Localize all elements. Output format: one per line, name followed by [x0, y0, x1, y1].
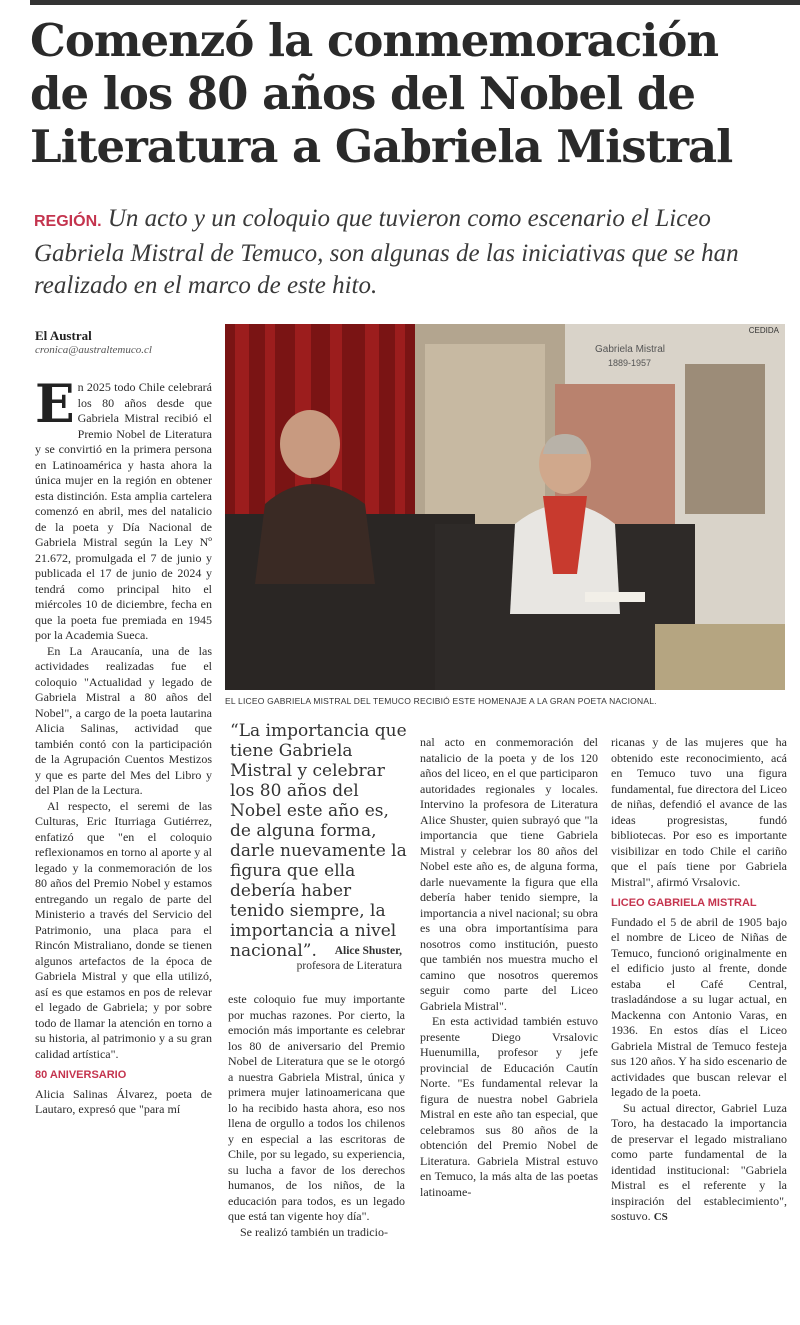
column-2: [228, 992, 405, 1240]
top-rule: [30, 0, 800, 5]
pull-quote-attribution: [230, 944, 402, 974]
column-1: [35, 374, 212, 1118]
photo-credit: CEDIDA: [748, 326, 779, 335]
column-3: [420, 735, 598, 1200]
svg-text:Gabriela Mistral: Gabriela Mistral: [595, 344, 666, 355]
lead-text: Un acto y un coloquio que tuvieron como escenario el Liceo Gabriela Mistral de Temuco, son algunas de las iniciativas que se han realizado en el marco de este hito.: [34, 205, 739, 299]
subhead: LICEO GABRIELA MISTRAL: [611, 897, 757, 909]
paragraph: [611, 1101, 787, 1226]
svg-text:1889-1957: 1889-1957: [608, 358, 652, 368]
paragraph: Al respecto, el seremi de las Culturas, Eric Iturriaga Gutiérrez, enfatizó que "en el coloquio reflexionamos en torno al aporte y al legado y la conmemoración de los 80 años del Premio Nobel y estamos entregando un regalo de parte del Ministerio a través del Servicio del Patrimonio, una placa para el Rincón Mistraliano, donde se tienen algunos artefactos de la época de Gabriela Mistral y que ella utilizó, así es que estamos en pos de relevar el legado de Gabriela; y por sobre todo de llamar la atención en torno a su historia, al patrimonio y a su gran calidad artística".: [35, 798, 212, 1061]
paragraph: En La Araucanía, una de las actividades realizadas fue el coloquio "Actualidad y legado de Gabriela Mistral a 80 años del Nobel", a cargo de la poeta lautarina Alicia Salinas, actividad que también contó con la participación de la Agrupación Cuentos Mestizos y que es parte del Mes del Libro y del Plan de la Lectura.: [35, 643, 212, 797]
lead-tag: REGIÓN.: [34, 213, 102, 230]
photo-caption: EL LICEO GABRIELA MISTRAL DEL TEMUCO RECIBIÓ ESTE HOMENAJE A LA GRAN POETA NACIONAL.: [225, 696, 657, 706]
article-photo: [225, 324, 785, 690]
paragraph: En esta actividad también estuvo presente Diego Vrsalovic Huenumilla, profesor y jefe provincial de Educación Cautín Norte. "Es fundamental relevar la figura de nuestra nobel Gabriela Mistral en este año tan especial, que celebramos sus 80 años de la obtención del Premio Nobel de Literatura. Gabriela Mistral estuvo en Temuco, la más alta de las poetas latinoame-: [420, 1014, 598, 1199]
pull-quote: “La importancia que tiene Gabriela Mistral y celebrar los 80 años del Nobel este año es, de alguna forma, darle nuevamente la figura que ella debería haber tenido siempre, la importancia a nivel nacional”.: [230, 721, 407, 961]
paragraph: nal acto en conmemoración del natalicio de la poeta y de los 120 años del liceo, en el que participaron autoridades regionales y locales. Intervino la profesora de Literatura Alice Shuster, quien subrayó que "la importancia que tiene Gabriela Mistral y celebrar los 80 años del Nobel este año es, de alguna forma, darle nuevamente la figura que ella debería haber tenido siempre, la importancia a nivel nacional; su obra es una obra importantísima para nosotros como institución, puesto que también nos muestra mucho el camino que nosotros queremos seguir como parte del Liceo Gabriela Mistral".: [420, 735, 598, 1013]
paragraph-text: n 2025 todo Chile celebrará los 80 años desde que Gabriela Mistral recibió el Premio Nobel de Literatura y se convirtió en la primera persona en Latinoamérica y hasta ahora la única mujer en la región en obtener esta distinción. Esta amplia cartelera comenzó en abril, mes del natalicio de la poeta y Día Nacional de Gabriela Mistral según la Ley Nº 21.672, promulgada el 7 de junio y publicada el 17 de junio de 2024 y tendrá como principal hito el miércoles 10 de diciembre, fecha en que la poeta fue premiada en 1945 por la Academia Sueca.: [35, 380, 212, 642]
end-mark: CS: [653, 1211, 668, 1223]
byline: [35, 328, 215, 356]
lead-paragraph: [34, 203, 774, 302]
column-4: [611, 735, 787, 1226]
dropcap: E: [35, 374, 75, 435]
paragraph: este coloquio fue muy importante por muchas razones. Por cierto, la emoción más importante es celebrar los 80 de aniversario del Premio Nobel de Literatura que se le otorgó a nuestra Gabriela Mistral, única y primera mujer latinoamericana que lo ha recibido hasta ahora, eso nos llena de orgullo a todos los chilenos y en especial a las escritoras de Chile, por su legado, su experiencia, su lucha a favor de los derechos humanos, de los niños, de la educación para todos, es un legado que está tan vigente hoy día".: [228, 992, 405, 1223]
paragraph: Fundado el 5 de abril de 1905 bajo el nombre de Liceo de Niñas de Temuco, funcionó originalmente en el edificio justo al frente, donde estaba el Café Central, trasladándose a su lugar actual, en Mackenna con Antonio Varas, en 1936. En estos días el Liceo Gabriela Mistral de Temuco festeja sus 120 años. Y ha sido escenario de actividades que buscan relevar el legado de la poeta.: [611, 914, 787, 1099]
paragraph: Se realizó también un tradicio-: [240, 1224, 388, 1239]
subhead: 80 ANIVERSARIO: [35, 1069, 127, 1081]
headline: Comenzó la conmemoración de los 80 años del Nobel de Literatura a Gabriela Mistral: [30, 14, 733, 173]
pull-quote-role: profesora de Literatura: [296, 960, 402, 972]
photo-illustration: [225, 324, 785, 690]
paragraph: Alicia Salinas Álvarez, poeta de Lautaro, expresó que "para mí: [35, 1086, 212, 1116]
pull-quote-name: Alice Shuster,: [334, 945, 402, 957]
author-name: El Austral: [35, 328, 92, 343]
paragraph: ricanas y de las mujeres que ha obtenido este reconocimiento, acá en Temuco tuvo una figura fundamental, fue directora del Liceo de niñas, defendió el avance de las ideas progresistas, fundó bibliotecas. Por eso es importante visibilizar en todo Chile el cariño que el país tiene por Gabriela Mistral", afirmó Vrsalovic.: [611, 735, 787, 889]
paragraph-text: Su actual director, Gabriel Luza Toro, ha destacado la importancia de preservar el legado mistraliano como parte fundamental de la identidad institucional: "Gabriela Mistral es el referente y la inspiración del establecimiento", sostuvo.: [611, 1100, 787, 1223]
author-email: cronica@australtemuco.cl: [35, 344, 152, 356]
paragraph: [35, 374, 212, 644]
